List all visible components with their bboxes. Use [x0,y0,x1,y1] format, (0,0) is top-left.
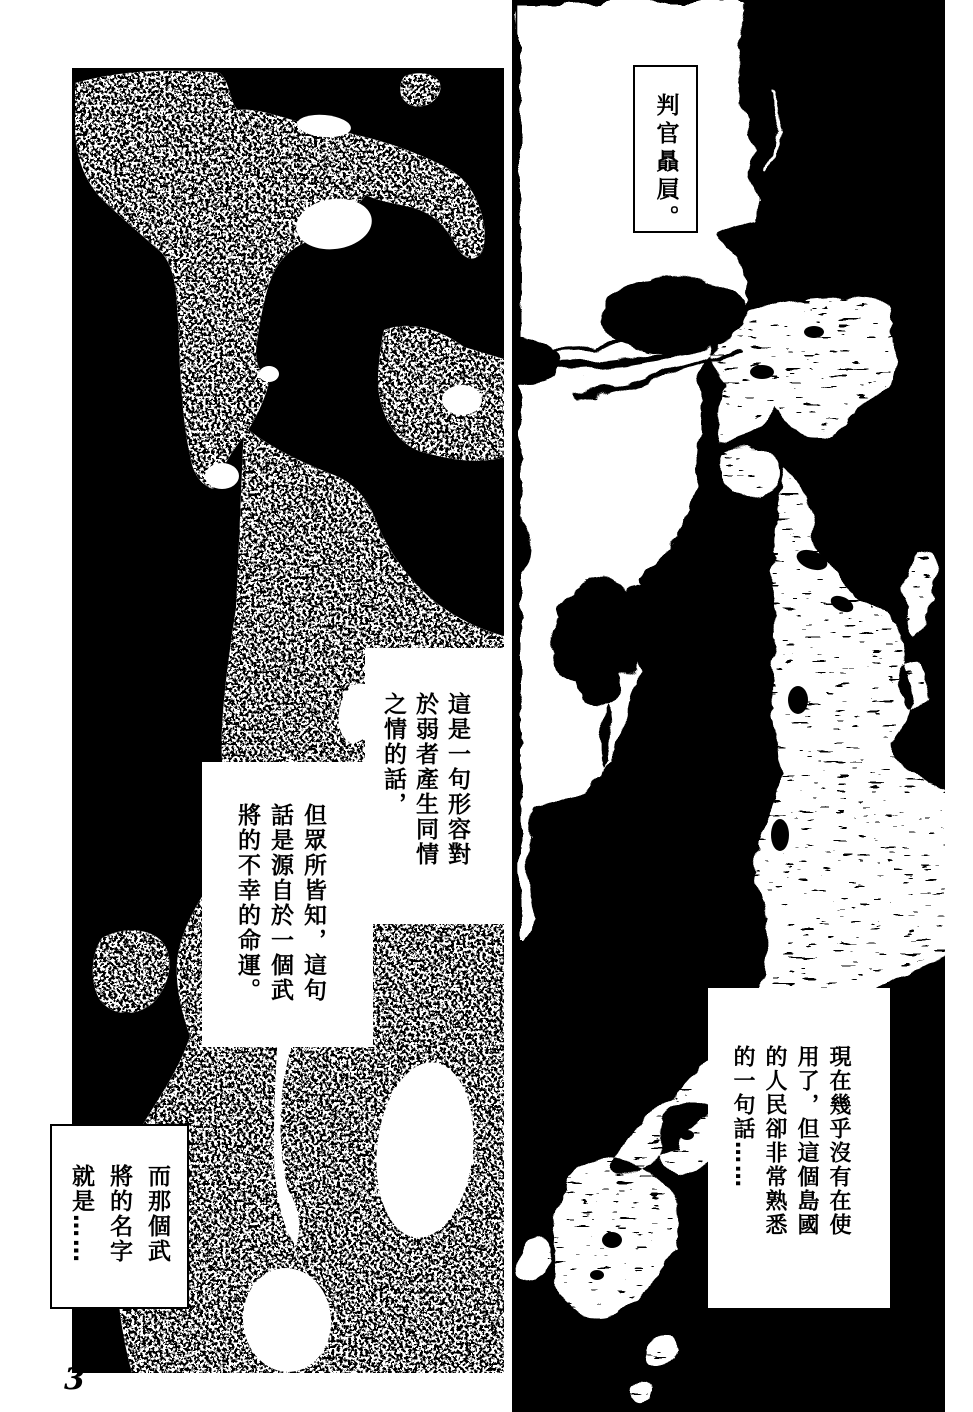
caption-narration-4 [708,988,890,1308]
caption-title-box [633,65,698,233]
narration-1-col-2: 於弱者產生同情 [412,692,438,867]
narration-3-col-1: 而那個武 [144,1164,170,1264]
narration-1-col-1: 這是一句形容對 [444,692,470,867]
narration-2-col-1: 但眾所皆知，這句 [300,803,326,1003]
caption-narration-2 [202,762,373,1047]
narration-3-col-2: 將的名字 [106,1164,132,1264]
caption-narration-1 [365,648,510,924]
narration-4-col-3: 的人民卻非常熟悉 [762,1045,787,1237]
narration-3-col-3: 就是…… [68,1164,94,1264]
narration-2-col-3: 將的不幸的命運。 [234,803,260,1003]
narration-2-col-2: 話是源自於一個武 [267,803,293,1003]
narration-4-col-4: 的一句話…… [730,1045,755,1189]
caption-title-text: 判官贔屓。 [652,93,679,233]
narration-1-col-3: 之情的話， [380,692,406,817]
narration-4-col-2: 用了，但這個島國 [794,1045,819,1237]
page-number: 3 [64,1362,85,1397]
narration-4-col-1: 現在幾乎沒有在使 [826,1045,851,1237]
caption-narration-3 [50,1124,189,1309]
